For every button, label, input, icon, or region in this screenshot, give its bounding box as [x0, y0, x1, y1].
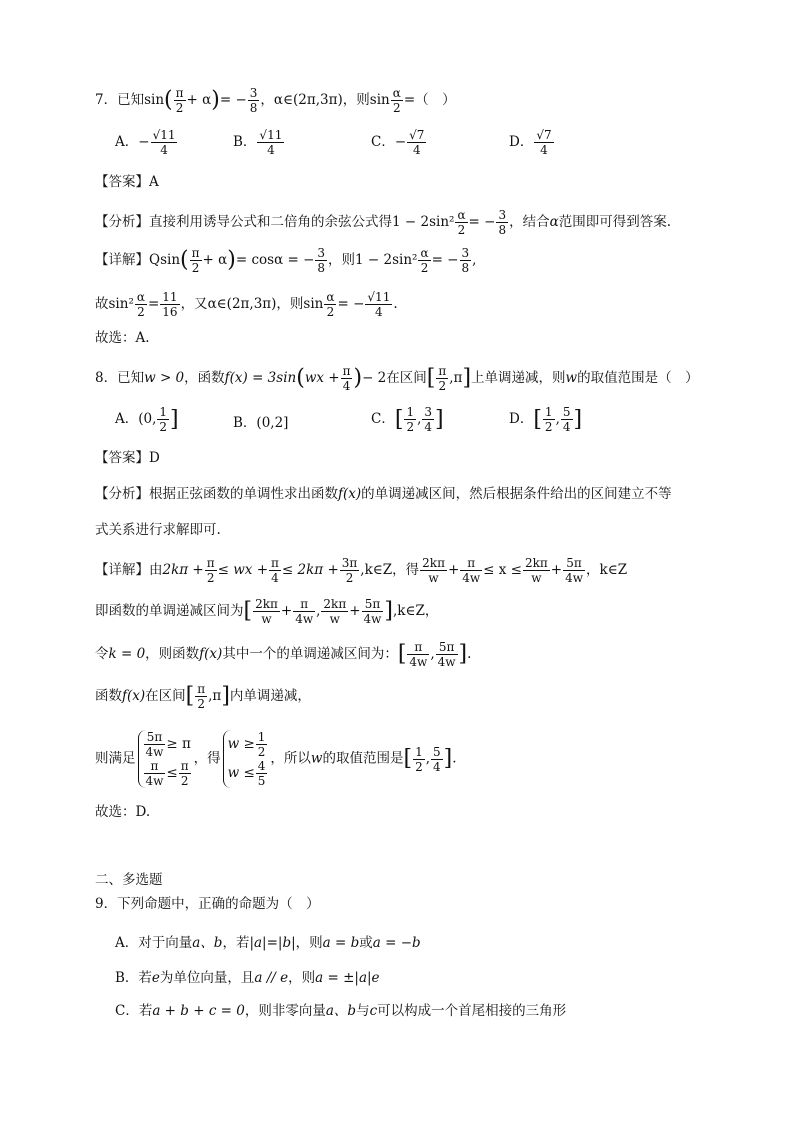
q7-analysis: 【分析】直接利用诱导公式和二倍角的余弦公式得1 − 2sin² $\frac{\alpha}{2}$ = − $\frac{3}{8}$ ，结合α范围即可得到答案. — [95, 208, 672, 237]
q8-interval-line: 即函数的单调递减区间为[ $\frac{2k\pi}{w}$ + $\frac{\pi}{4w}$ , $\frac{2k\pi}{w}$ + $\frac{5\pi}{4w}$ ],k∈Z， — [95, 597, 439, 626]
q8-choose: 故选：D. — [95, 804, 151, 820]
q9-option-c[interactable]: C．若a + b + c = 0，则非零向量a、b与c可以构成一个首尾相接的三角形 — [115, 1003, 567, 1019]
q7-option-d[interactable]: D． $\frac{√7}{4}$ — [509, 128, 552, 157]
q9-option-a[interactable]: A．对于向量a、b，若|a|=|b|，则a = b或a = −b — [115, 935, 421, 951]
q7-option-b[interactable]: B． $\frac{√11}{4}$ — [233, 128, 283, 157]
q8-option-a[interactable]: A．(0, $\frac{1}{2}$ ] — [115, 405, 179, 434]
section-title: 二、多选题 — [95, 872, 163, 888]
q7-option-c[interactable]: C．− $\frac{√7}{4}$ — [371, 128, 425, 157]
q8-option-b[interactable]: B．(0,2] — [233, 415, 289, 431]
q8-option-c[interactable]: C．[ $\frac{1}{2}$ , $\frac{3}{4}$ ] — [371, 405, 444, 434]
q7-answer: 【答案】A — [95, 174, 159, 190]
q8-option-d[interactable]: D．[ $\frac{1}{2}$ , $\frac{5}{4}$ ] — [509, 405, 583, 434]
inequality-system: $\frac{5\pi}{4w}$ ≥ π $\frac{\pi}{4w}$ ≤ $\frac{\pi}{2}$ — [138, 730, 192, 788]
q9-stem: 9．下列命题中，正确的命题为（ ） — [95, 896, 320, 912]
q7-detail: 【详解】Qsin( $\frac{\pi}{2}$ + α)= cosα = − $\frac{3}{8}$ ，则1 − 2sin² $\frac{\alpha}{2}$ = − $\frac{3}{8}$ , — [95, 246, 477, 275]
q7-options — [115, 128, 675, 168]
solution-system: w ≥ $\frac{1}{2}$ w ≤ $\frac{4}{5}$ — [223, 730, 269, 788]
q8-system-line: 则满足 $\frac{5\pi}{4w}$ ≥ π $\frac{\pi}{4w}$ ≤ $\frac{\pi}{2}$ ，得 w ≥ $\frac{1}{2}$ w ≤ $\frac{4}{5}$ ，所以w的取值范围是[ $\frac{1}{2}$ , $\frac{5}{4}$ ]. — [95, 730, 457, 788]
q7-choose: 故选：A. — [95, 330, 150, 346]
q8-analysis-cont: 式关系进行求解即可. — [95, 522, 221, 538]
q7-stem: 7．已知sin( $\frac{\pi}{2}$ + α)= − $\frac{3}{8}$ ，α∈(2π,3π)，则sin $\frac{\alpha}{2}$ =（ ） — [95, 86, 456, 115]
q7-detail-line2: 故sin² $\frac{\alpha}{2}$ = $\frac{11}{16}$ ，又α∈(2π,3π)，则sin $\frac{\alpha}{2}$ = − $\frac{√11}{4}$ . — [95, 290, 398, 319]
q8-answer: 【答案】D — [95, 450, 160, 466]
pi-over-2: $\frac{\pi}{2}$ — [175, 86, 184, 115]
q8-decreasing-line: 函数f(x)在区间[ $\frac{\pi}{2}$ ,π]内单调递减， — [95, 682, 311, 711]
q8-k0-line: 令k = 0，则函数f(x)其中一个的单调递减区间为：[ $\frac{\pi}{4w}$ , $\frac{5\pi}{4w}$ ]. — [95, 640, 472, 669]
q9-option-b[interactable]: B．若e为单位向量，且a // e，则a = ±|a|e — [115, 970, 380, 986]
q8-stem: 8．已知w > 0，函数f(x) = 3sin(wx + $\frac{\pi}{4}$ )− 2在区间[ $\frac{\pi}{2}$ ,π]上单调递减，则w的取值范围是（ ） — [95, 364, 699, 393]
q8-options — [115, 405, 675, 445]
q8-analysis: 【分析】根据正弦函数的单调性求出函数f(x)的单调递减区间，然后根据条件给出的区间建立不等 — [95, 486, 672, 502]
q8-detail: 【详解】由2kπ + $\frac{\pi}{2}$ ≤ wx + $\frac{\pi}{4}$ ≤ 2kπ + $\frac{3\pi}{2}$ ,k∈Z，得 $\frac{2k\pi}{w}$ + $\frac{\pi}{4w}$ ≤ x ≤ $\frac{2k\pi}{w}$ + $\frac{5\pi}{4w}$ ，k∈Z — [95, 556, 628, 585]
q7-option-a[interactable]: A．− $\frac{√11}{4}$ — [115, 128, 176, 157]
